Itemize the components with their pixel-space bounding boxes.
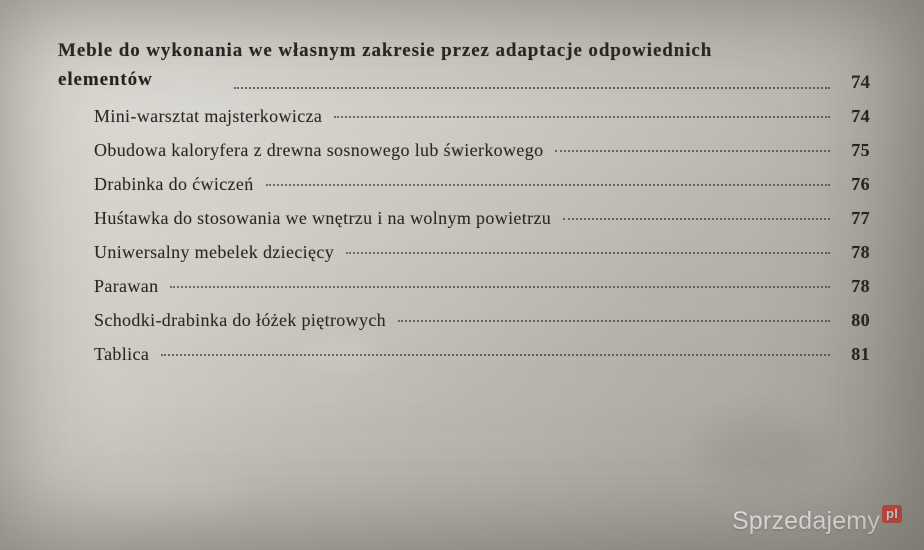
list-item — [58, 307, 870, 334]
toc-entry-page: 74 — [851, 105, 870, 126]
watermark-badge: pl — [882, 505, 902, 523]
dot-leader — [334, 115, 830, 118]
dot-leader — [266, 183, 830, 186]
list-item — [58, 341, 870, 368]
toc-entry-page: 78 — [851, 241, 870, 262]
toc-section-heading-line1: Meble do wykonania we własnym zakresie przez adaptacje odpowiednich — [58, 40, 713, 61]
toc-entry-title: Drabinka do ćwiczeń — [94, 173, 254, 194]
dot-leader — [161, 353, 830, 356]
list-item — [58, 273, 870, 300]
toc-entry-title: Schodki-drabinka do łóżek piętrowych — [94, 309, 387, 330]
toc-entry-title: Uniwersalny mebelek dziecięcy — [94, 241, 335, 262]
dot-leader — [563, 217, 830, 220]
list-item — [58, 205, 870, 232]
toc-entry-page: 78 — [851, 275, 870, 296]
dot-leader — [398, 319, 830, 322]
toc-entry-page: 75 — [851, 139, 870, 160]
toc-entry-page: 77 — [851, 207, 870, 228]
toc-entry-page: 76 — [851, 173, 870, 194]
list-item — [58, 103, 870, 130]
toc-entry-list — [58, 103, 870, 368]
dot-leader — [170, 285, 830, 288]
list-item — [58, 239, 870, 266]
toc-entry-title: Obudowa kaloryfera z drewna sosnowego lub świerkowego — [94, 139, 544, 160]
toc-entry-title: Tablica — [94, 343, 150, 364]
table-of-contents — [58, 36, 870, 375]
toc-section-heading-line2: elementów — [58, 69, 153, 91]
watermark-text: Sprzedajemy — [731, 507, 881, 535]
paper-highlight — [90, 470, 250, 520]
toc-section-heading-row — [58, 36, 870, 95]
paper-shadow — [700, 420, 820, 480]
list-item — [58, 171, 870, 198]
toc-entry-page: 81 — [851, 343, 870, 364]
site-watermark — [732, 507, 902, 536]
dot-leader — [555, 149, 830, 152]
toc-section-heading-leader — [234, 87, 830, 89]
toc-entry-title: Parawan — [94, 275, 159, 296]
toc-section-heading-page: 74 — [851, 71, 870, 93]
dot-leader — [346, 251, 830, 254]
list-item — [58, 137, 870, 164]
toc-entry-title: Mini-warsztat majsterkowicza — [94, 105, 323, 126]
toc-entry-title: Huśtawka do stosowania we wnętrzu i na wolnym powietrzu — [94, 207, 552, 228]
toc-entry-page: 80 — [851, 309, 870, 330]
